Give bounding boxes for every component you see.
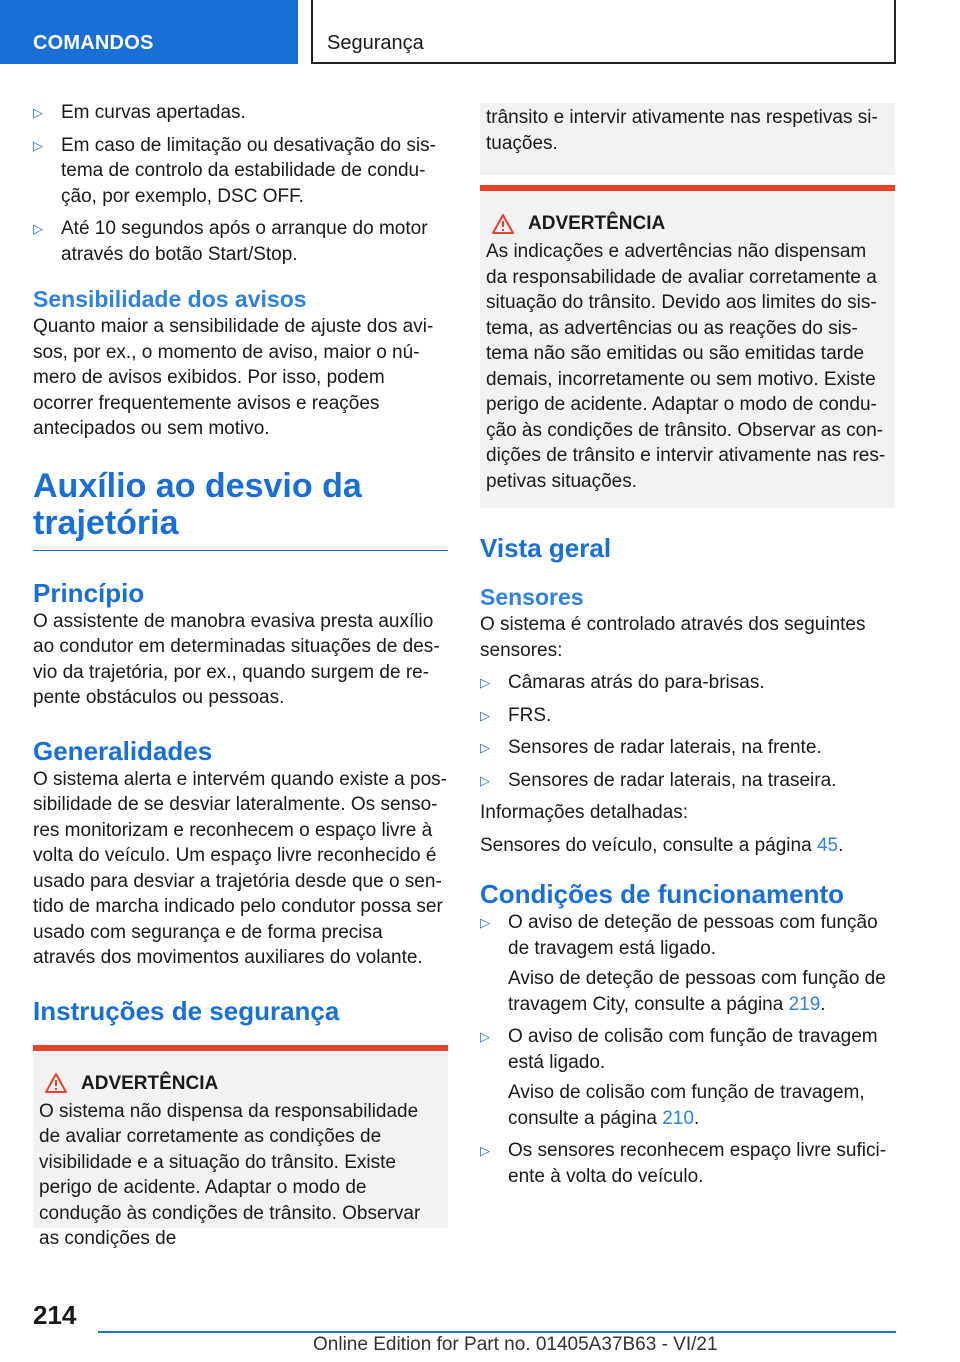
triangle-bullet-icon: ▷ xyxy=(33,105,43,120)
cross-reference: Aviso de deteção de pessoas com função de travagem City, consulte a página 219. xyxy=(508,968,886,1015)
list-item: ▷ Sensores de radar laterais, na traseira. xyxy=(480,768,895,794)
list-item: ▷ Até 10 segundos após o arranque do motor através do botão Start/Stop. xyxy=(33,218,428,265)
right-column xyxy=(480,103,895,1196)
bullet-list-sensores xyxy=(480,670,895,793)
page-link[interactable]: 45 xyxy=(816,834,839,856)
warning-title: ADVERTÊNCIA xyxy=(486,211,887,236)
bullet-list-condicoes xyxy=(480,910,895,1189)
list-item: ▷ Sensores de radar laterais, na frente. xyxy=(480,735,895,761)
triangle-bullet-icon: ▷ xyxy=(33,137,43,153)
heading-sensores: Sensores xyxy=(480,584,584,610)
list-item: ▷ Os sensores reconhecem espaço livre suficiente à volta do veículo. xyxy=(480,1140,887,1187)
section-title: Segurança xyxy=(311,0,896,64)
list-item: ▷ FRS. xyxy=(480,703,895,729)
heading-condicoes: Condições de funcionamento xyxy=(480,879,845,909)
triangle-bullet-icon: ▷ xyxy=(480,1029,490,1044)
triangle-bullet-icon: ▷ xyxy=(480,707,490,723)
footer-divider xyxy=(98,1331,896,1333)
paragraph-generalidades: O sistema alerta e intervém quando existe a possibilidade de se desviar lateralmente. Os sensores monitorizam e reconhecem o espaço livre à volta do veículo. Um espaço livre reconhecido é usado para desviar a trajetória desde que o sentido de marcha indicado pelo condutor possa ser usado com segurança e de forma precisa através dos movimentos auxiliares do volante. xyxy=(33,768,447,968)
warning-text: As indicações e advertências não dispensam da responsabilidade de avaliar corretamente a situação do trânsito. Devido aos limites do sistema, as advertências ou as reações do sistema não são emitidas ou são emitidas tarde demais, incorretamente ou sem motivo. Existe perigo de acidente. Adaptar o modo de condução às condições de trânsito. Observar as condições de trânsito e intervir ativamente nas respetivas situações. xyxy=(486,241,886,492)
heading-instrucoes: Instruções de segurança xyxy=(33,995,340,1026)
triangle-bullet-icon: ▷ xyxy=(33,221,43,236)
paragraph-sensibilidade: Quanto maior a sensibilidade de ajuste dos avisos, por ex., o momento de aviso, maior o número de avisos exibidos. Por isso, podem ocorrer frequentemente avisos e reações antecipados ou sem motivo. xyxy=(33,316,434,439)
bullet-list-conditions xyxy=(33,100,448,267)
warning-box xyxy=(480,185,895,508)
warning-box xyxy=(33,1045,448,1249)
heading-sensibilidade: Sensibilidade dos avisos xyxy=(33,286,307,312)
cross-reference: Aviso de colisão com função de travagem, consulte a página 210. xyxy=(508,1082,865,1129)
warning-triangle-icon xyxy=(492,214,514,234)
heading-vista-geral: Vista geral xyxy=(480,533,612,563)
list-item: ▷ Câmaras atrás do para-brisas. xyxy=(480,670,895,696)
page-number: 214 xyxy=(33,1300,77,1330)
heading-principio: Princípio xyxy=(33,577,145,608)
triangle-bullet-icon: ▷ xyxy=(480,772,490,788)
warning-triangle-icon xyxy=(45,1073,67,1093)
heading-generalidades: Generalidades xyxy=(33,735,213,766)
page-link[interactable]: 210 xyxy=(662,1107,694,1129)
paragraph-principio: O assistente de manobra evasiva presta auxílio ao condutor em determinadas situações de desvio da trajetória, por ex., quando surgem de repente obstáculos ou pessoas. xyxy=(33,610,440,708)
list-item: ▷ O aviso de colisão com função de travagem está ligado. Aviso de colisão com função de travagem, consulte a página 210. xyxy=(480,1024,895,1131)
warning-title: ADVERTÊNCIA xyxy=(39,1071,440,1096)
list-item: ▷ Em caso de limitação ou desativação do sistema de controlo da estabilidade de condução, por exemplo, DSC OFF. xyxy=(33,134,436,207)
paragraph-info: Informações detalhadas: xyxy=(480,802,689,823)
page-link[interactable]: 219 xyxy=(788,993,821,1015)
heading-main: Auxílio ao desvio da trajetória xyxy=(33,468,448,551)
chapter-tab: COMANDOS xyxy=(0,0,298,64)
list-item: ▷ O aviso de deteção de pessoas com função de travagem está ligado. Aviso de deteção de pessoas com função de travagem City, consulte a página 219. xyxy=(480,910,895,1017)
warning-text: O sistema não dispensa da responsabilidade de avaliar corretamente as condições de visibilidade e a situação do trânsito. Existe perigo de acidente. Adaptar o modo de condução às condições de trânsito. Observar as condições de xyxy=(39,1100,421,1249)
list-item: ▷ Em curvas apertadas. xyxy=(33,100,448,126)
paragraph-info-ref: Sensores do veículo, consulte a página 45. xyxy=(480,834,844,856)
warning-box-continuation xyxy=(480,103,895,175)
paragraph-sensores: O sistema é controlado através dos seguintes sensores: xyxy=(480,614,866,661)
triangle-bullet-icon: ▷ xyxy=(480,915,490,930)
triangle-bullet-icon: ▷ xyxy=(480,675,490,690)
triangle-bullet-icon: ▷ xyxy=(480,1143,490,1158)
left-column xyxy=(33,100,448,1249)
footer-edition: Online Edition for Part no. 01405A37B63 - VI/21 xyxy=(313,1334,718,1355)
warning-text-continued: trânsito e intervir ativamente nas respetivas situações. xyxy=(486,107,878,154)
triangle-bullet-icon: ▷ xyxy=(480,740,490,755)
